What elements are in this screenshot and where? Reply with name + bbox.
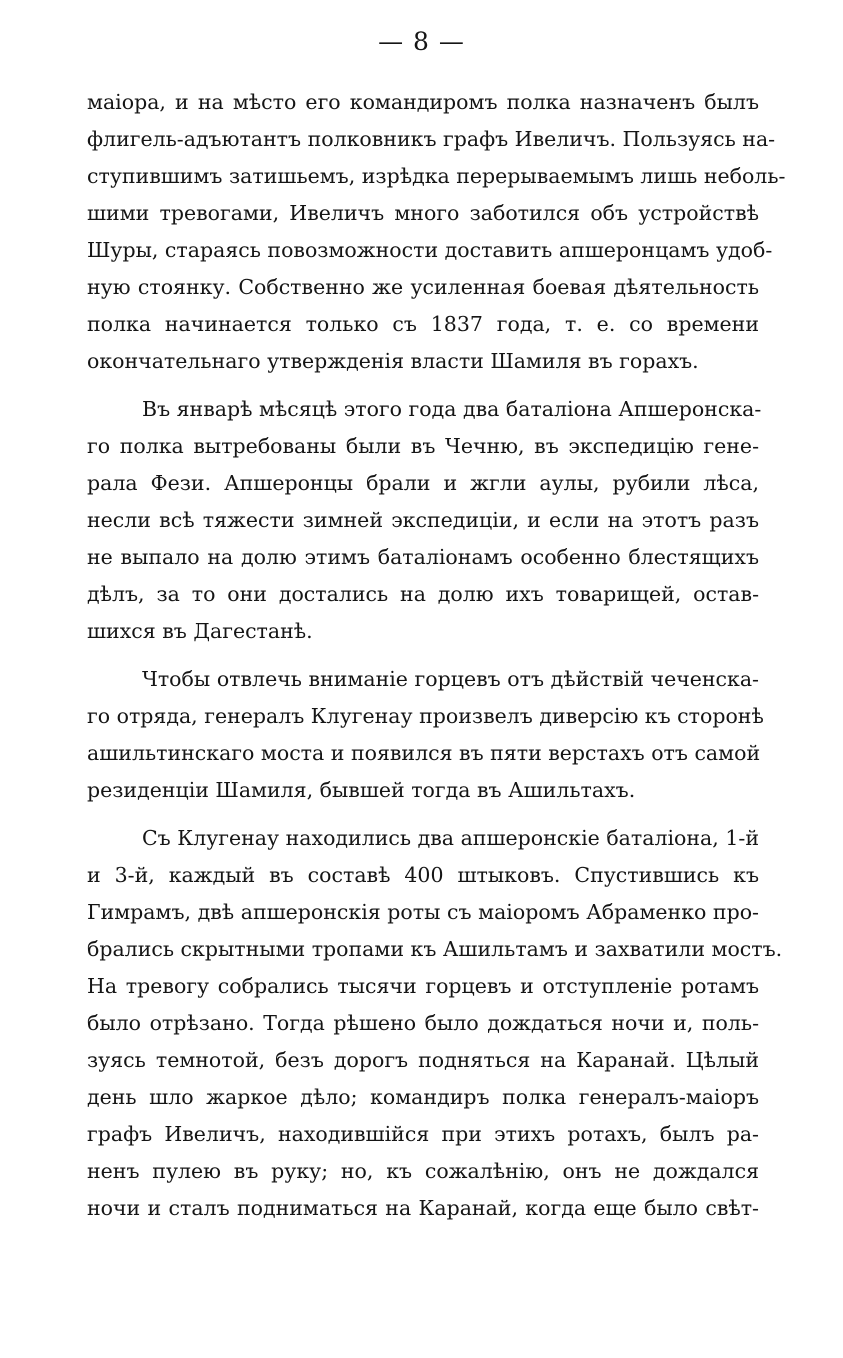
text-line: полка начинается только съ 1837 года, т. е. со времени: [87, 312, 759, 336]
text-line: Шуры, стараясь повозможности доставить апшеронцамъ удоб-: [87, 238, 773, 262]
text-line: брались скрытными тропами къ Ашильтамъ и захватили мостъ.: [87, 937, 783, 961]
text-line: ную стоянку. Собственно же усиленная боевая дѣятельность: [87, 275, 759, 299]
paragraph-1: [87, 84, 786, 380]
text-line: и 3-й, каждый въ составѣ 400 штыковъ. Спустившись къ: [87, 863, 759, 887]
text-line: день шло жаркое дѣло; командиръ полка генералъ-маіоръ: [87, 1085, 759, 1109]
paragraph-2: [87, 391, 762, 650]
text-line: окончательнаго утвержденія власти Шамиля въ горахъ.: [87, 349, 699, 373]
text-line: го отряда, генералъ Клугенау произвелъ диверсію къ сторонѣ: [87, 704, 764, 728]
text-line: не выпало на долю этимъ баталіонамъ особенно блестящихъ: [87, 545, 759, 569]
text-line: дѣлъ, за то они достались на долю ихъ товарищей, остав-: [87, 582, 759, 606]
text-line: Въ январѣ мѣсяцѣ этого года два баталіона Апшеронска-: [142, 397, 762, 421]
text-line: резиденціи Шамиля, бывшей тогда въ Ашильтахъ.: [87, 778, 636, 802]
text-line: маіора, и на мѣсто его командиромъ полка назначенъ былъ: [87, 90, 759, 114]
text-line: шихся въ Дагестанѣ.: [87, 619, 313, 643]
text-line: го полка вытребованы были въ Чечню, въ экспедицію гене-: [87, 434, 759, 458]
text-line: рала Фези. Апшеронцы брали и жгли аулы, рубили лѣса,: [87, 471, 759, 495]
text-line: флигель-адъютантъ полковникъ графъ Ивеличъ. Пользуясь на-: [87, 127, 776, 151]
paragraph-4: [87, 820, 783, 1227]
text-line: ненъ пулею въ руку; но, къ сожалѣнію, онъ не дождался: [87, 1159, 759, 1183]
page-number: — 8 —: [378, 27, 465, 56]
paragraph-3: [87, 661, 764, 809]
text-line: зуясь темнотой, безъ дорогъ подняться на Каранай. Цѣлый: [87, 1048, 759, 1072]
text-block: [87, 84, 786, 1238]
text-line: Съ Клугенау находились два апшеронскіе баталіона, 1-й: [142, 826, 759, 850]
text-line: ночи и сталъ подниматься на Каранай, когда еще было свѣт-: [87, 1196, 759, 1220]
text-line: было отрѣзано. Тогда рѣшено было дождаться ночи и, поль-: [87, 1011, 759, 1035]
text-line: Чтобы отвлечь вниманіе горцевъ отъ дѣйствій чеченска-: [142, 667, 759, 691]
text-line: ашильтинскаго моста и появился въ пяти верстахъ отъ самой: [87, 741, 761, 765]
text-line: графъ Ивеличъ, находившійся при этихъ ротахъ, былъ ра-: [87, 1122, 759, 1146]
text-line: На тревогу собрались тысячи горцевъ и отступленіе ротамъ: [87, 974, 759, 998]
text-line: Гимрамъ, двѣ апшеронскія роты съ маіоромъ Абраменко про-: [87, 900, 759, 924]
text-line: шими тревогами, Ивеличъ много заботился объ устройствѣ: [87, 201, 759, 225]
text-line: несли всѣ тяжести зимней экспедиціи, и если на этотъ разъ: [87, 508, 759, 532]
text-line: ступившимъ затишьемъ, изрѣдка перерываемымъ лишь неболь-: [87, 164, 786, 188]
